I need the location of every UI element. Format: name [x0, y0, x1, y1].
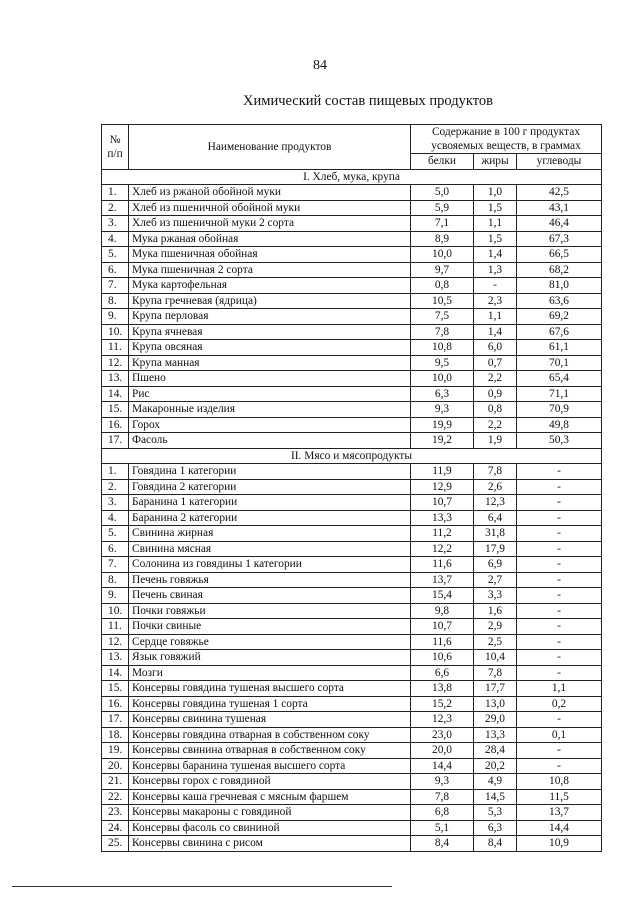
fats-value: 28,4	[474, 743, 517, 759]
proteins-value: 10,5	[411, 293, 474, 309]
fats-value: 7,8	[474, 464, 517, 480]
carbs-value: 0,2	[517, 696, 602, 712]
header-fats: жиры	[474, 154, 517, 170]
fats-value: 6,9	[474, 557, 517, 573]
carbs-value: -	[517, 541, 602, 557]
fats-value: 17,7	[474, 681, 517, 697]
document-title: Химический состав пищевых продуктов	[243, 93, 493, 109]
carbs-value: 10,9	[517, 836, 602, 852]
carbs-value: 63,6	[517, 293, 602, 309]
table-row	[102, 464, 602, 480]
carbs-value: 10,8	[517, 774, 602, 790]
row-number: 3.	[102, 495, 129, 511]
fats-value: 13,0	[474, 696, 517, 712]
proteins-value: 20,0	[411, 743, 474, 759]
table-row	[102, 479, 602, 495]
table-row	[102, 557, 602, 573]
table-row	[102, 619, 602, 635]
table-row	[102, 836, 602, 852]
fats-value: 1,3	[474, 262, 517, 278]
product-name: Печень свиная	[129, 588, 411, 604]
table-row	[102, 324, 602, 340]
proteins-value: 7,8	[411, 789, 474, 805]
row-number: 11.	[102, 619, 129, 635]
carbs-value: 11,5	[517, 789, 602, 805]
table-row	[102, 681, 602, 697]
row-number: 15.	[102, 681, 129, 697]
proteins-value: 13,8	[411, 681, 474, 697]
row-number: 1.	[102, 464, 129, 480]
product-name: Пшено	[129, 371, 411, 387]
product-name: Сердце говяжье	[129, 634, 411, 650]
table-row	[102, 417, 602, 433]
row-number: 5.	[102, 526, 129, 542]
row-number: 22.	[102, 789, 129, 805]
proteins-value: 12,3	[411, 712, 474, 728]
fats-value: 5,3	[474, 805, 517, 821]
table-row	[102, 665, 602, 681]
carbs-value: -	[517, 510, 602, 526]
row-number: 16.	[102, 417, 129, 433]
carbs-value: 42,5	[517, 185, 602, 201]
table-row	[102, 293, 602, 309]
table-row	[102, 650, 602, 666]
proteins-value: 8,4	[411, 836, 474, 852]
row-number: 10.	[102, 324, 129, 340]
proteins-value: 12,2	[411, 541, 474, 557]
fats-value: 3,3	[474, 588, 517, 604]
carbs-value: -	[517, 557, 602, 573]
carbs-value: 46,4	[517, 216, 602, 232]
fats-value: 1,6	[474, 603, 517, 619]
carbs-value: 67,6	[517, 324, 602, 340]
proteins-value: 10,6	[411, 650, 474, 666]
fats-value: 0,8	[474, 402, 517, 418]
proteins-value: 10,7	[411, 619, 474, 635]
fats-value: 31,8	[474, 526, 517, 542]
product-name: Консервы баранина тушеная высшего сорта	[129, 758, 411, 774]
row-number: 2.	[102, 200, 129, 216]
table-header-row	[102, 125, 602, 154]
table-row	[102, 510, 602, 526]
row-number: 3.	[102, 216, 129, 232]
carbs-value: 70,9	[517, 402, 602, 418]
fats-value: 1,1	[474, 216, 517, 232]
header-proteins: белки	[411, 154, 474, 170]
proteins-value: 13,3	[411, 510, 474, 526]
carbs-value: -	[517, 665, 602, 681]
carbs-value: 81,0	[517, 278, 602, 294]
proteins-value: 10,8	[411, 340, 474, 356]
row-number: 12.	[102, 634, 129, 650]
product-name: Мука картофельная	[129, 278, 411, 294]
carbs-value: 13,7	[517, 805, 602, 821]
row-number: 6.	[102, 541, 129, 557]
product-name: Консервы говядина отварная в собственном соку	[129, 727, 411, 743]
table-row	[102, 278, 602, 294]
carbs-value: -	[517, 758, 602, 774]
table-row	[102, 820, 602, 836]
product-name: Свинина мясная	[129, 541, 411, 557]
table-row	[102, 355, 602, 371]
table-row	[102, 262, 602, 278]
table-row	[102, 805, 602, 821]
product-name: Крупа перловая	[129, 309, 411, 325]
fats-value: 1,4	[474, 247, 517, 263]
table-row	[102, 185, 602, 201]
table-row	[102, 789, 602, 805]
row-number: 11.	[102, 340, 129, 356]
carbs-value: 1,1	[517, 681, 602, 697]
table-row	[102, 247, 602, 263]
product-name: Мука пшеничная обойная	[129, 247, 411, 263]
proteins-value: 6,3	[411, 386, 474, 402]
footnote-divider	[12, 886, 392, 887]
fats-value: 2,7	[474, 572, 517, 588]
proteins-value: 9,3	[411, 774, 474, 790]
table-row	[102, 231, 602, 247]
product-name: Рис	[129, 386, 411, 402]
row-number: 15.	[102, 402, 129, 418]
row-number: 24.	[102, 820, 129, 836]
fats-value: -	[474, 278, 517, 294]
fats-value: 29,0	[474, 712, 517, 728]
fats-value: 2,2	[474, 371, 517, 387]
product-name: Мука пшеничная 2 сорта	[129, 262, 411, 278]
food-composition-table	[101, 124, 602, 852]
table-row	[102, 371, 602, 387]
table-row	[102, 526, 602, 542]
fats-value: 0,9	[474, 386, 517, 402]
carbs-value: 43,1	[517, 200, 602, 216]
product-name: Хлеб из пшеничной обойной муки	[129, 200, 411, 216]
carbs-value: -	[517, 650, 602, 666]
product-name: Крупа овсяная	[129, 340, 411, 356]
carbs-value: -	[517, 479, 602, 495]
table-row	[102, 743, 602, 759]
carbs-value: 65,4	[517, 371, 602, 387]
fats-value: 2,2	[474, 417, 517, 433]
product-name: Свинина жирная	[129, 526, 411, 542]
section-title: II. Мясо и мясопродукты	[102, 448, 602, 464]
proteins-value: 12,9	[411, 479, 474, 495]
row-number: 8.	[102, 293, 129, 309]
product-name: Консервы горох с говядиной	[129, 774, 411, 790]
fats-value: 1,9	[474, 433, 517, 449]
table-row	[102, 541, 602, 557]
section-row	[102, 448, 602, 464]
product-name: Горох	[129, 417, 411, 433]
proteins-value: 11,2	[411, 526, 474, 542]
table-row	[102, 402, 602, 418]
proteins-value: 0,8	[411, 278, 474, 294]
carbs-value: -	[517, 619, 602, 635]
fats-value: 2,9	[474, 619, 517, 635]
proteins-value: 9,8	[411, 603, 474, 619]
fats-value: 0,7	[474, 355, 517, 371]
product-name: Консервы говядина тушеная высшего сорта	[129, 681, 411, 697]
row-number: 19.	[102, 743, 129, 759]
header-num: № п/п	[102, 125, 129, 170]
table-row	[102, 216, 602, 232]
proteins-value: 19,2	[411, 433, 474, 449]
carbs-value: -	[517, 526, 602, 542]
row-number: 17.	[102, 712, 129, 728]
product-name: Говядина 2 категории	[129, 479, 411, 495]
product-name: Хлеб из пшеничной муки 2 сорта	[129, 216, 411, 232]
row-number: 18.	[102, 727, 129, 743]
fats-value: 14,5	[474, 789, 517, 805]
table-row	[102, 634, 602, 650]
product-name: Язык говяжий	[129, 650, 411, 666]
proteins-value: 10,0	[411, 371, 474, 387]
carbs-value: 14,4	[517, 820, 602, 836]
section-title: I. Хлеб, мука, крупа	[102, 169, 602, 185]
proteins-value: 7,1	[411, 216, 474, 232]
product-name: Фасоль	[129, 433, 411, 449]
fats-value: 10,4	[474, 650, 517, 666]
fats-value: 8,4	[474, 836, 517, 852]
row-number: 9.	[102, 588, 129, 604]
carbs-value: -	[517, 603, 602, 619]
proteins-value: 19,9	[411, 417, 474, 433]
fats-value: 13,3	[474, 727, 517, 743]
proteins-value: 6,8	[411, 805, 474, 821]
proteins-value: 8,9	[411, 231, 474, 247]
fats-value: 1,5	[474, 200, 517, 216]
proteins-value: 15,4	[411, 588, 474, 604]
row-number: 21.	[102, 774, 129, 790]
proteins-value: 11,6	[411, 557, 474, 573]
page-number: 84	[313, 58, 327, 73]
table-row	[102, 588, 602, 604]
proteins-value: 5,1	[411, 820, 474, 836]
row-number: 9.	[102, 309, 129, 325]
row-number: 10.	[102, 603, 129, 619]
row-number: 20.	[102, 758, 129, 774]
fats-value: 20,2	[474, 758, 517, 774]
product-name: Мозги	[129, 665, 411, 681]
fats-value: 7,8	[474, 665, 517, 681]
product-name: Консервы говядина тушеная 1 сорта	[129, 696, 411, 712]
proteins-value: 13,7	[411, 572, 474, 588]
fats-value: 1,1	[474, 309, 517, 325]
row-number: 12.	[102, 355, 129, 371]
fats-value: 1,0	[474, 185, 517, 201]
proteins-value: 5,0	[411, 185, 474, 201]
proteins-value: 14,4	[411, 758, 474, 774]
table-row	[102, 200, 602, 216]
table-row	[102, 433, 602, 449]
product-name: Макаронные изделия	[129, 402, 411, 418]
table-row	[102, 712, 602, 728]
product-name: Крупа манная	[129, 355, 411, 371]
row-number: 4.	[102, 231, 129, 247]
carbs-value: -	[517, 743, 602, 759]
table-row	[102, 696, 602, 712]
fats-value: 12,3	[474, 495, 517, 511]
carbs-value: -	[517, 495, 602, 511]
proteins-value: 7,5	[411, 309, 474, 325]
proteins-value: 9,7	[411, 262, 474, 278]
row-number: 8.	[102, 572, 129, 588]
product-name: Крупа ячневая	[129, 324, 411, 340]
table-row	[102, 495, 602, 511]
header-name: Наименование продуктов	[129, 125, 411, 170]
product-name: Почки говяжьи	[129, 603, 411, 619]
product-name: Консервы макароны с говядиной	[129, 805, 411, 821]
row-number: 14.	[102, 665, 129, 681]
header-content: Содержание в 100 г продуктах усвояемых веществ, в граммах	[411, 125, 602, 154]
row-number: 25.	[102, 836, 129, 852]
carbs-value: 71,1	[517, 386, 602, 402]
row-number: 4.	[102, 510, 129, 526]
product-name: Мука ржаная обойная	[129, 231, 411, 247]
carbs-value: 67,3	[517, 231, 602, 247]
carbs-value: 69,2	[517, 309, 602, 325]
proteins-value: 9,3	[411, 402, 474, 418]
carbs-value: 70,1	[517, 355, 602, 371]
proteins-value: 6,6	[411, 665, 474, 681]
row-number: 5.	[102, 247, 129, 263]
table-row	[102, 386, 602, 402]
table-row	[102, 309, 602, 325]
proteins-value: 10,0	[411, 247, 474, 263]
proteins-value: 15,2	[411, 696, 474, 712]
fats-value: 2,3	[474, 293, 517, 309]
section-row	[102, 169, 602, 185]
carbs-value: -	[517, 634, 602, 650]
product-name: Хлеб из ржаной обойной муки	[129, 185, 411, 201]
table-row	[102, 758, 602, 774]
row-number: 7.	[102, 278, 129, 294]
row-number: 1.	[102, 185, 129, 201]
table-row	[102, 603, 602, 619]
product-name: Консервы свинина тушеная	[129, 712, 411, 728]
product-name: Печень говяжья	[129, 572, 411, 588]
fats-value: 1,4	[474, 324, 517, 340]
carbs-value: 0,1	[517, 727, 602, 743]
product-name: Консервы каша гречневая с мясным фаршем	[129, 789, 411, 805]
row-number: 14.	[102, 386, 129, 402]
carbs-value: -	[517, 572, 602, 588]
product-name: Консервы фасоль со свининой	[129, 820, 411, 836]
proteins-value: 10,7	[411, 495, 474, 511]
fats-value: 6,3	[474, 820, 517, 836]
table-row	[102, 774, 602, 790]
carbs-value: 49,8	[517, 417, 602, 433]
table-row	[102, 572, 602, 588]
product-name: Говядина 1 категории	[129, 464, 411, 480]
proteins-value: 23,0	[411, 727, 474, 743]
carbs-value: -	[517, 588, 602, 604]
carbs-value: -	[517, 464, 602, 480]
product-name: Баранина 2 категории	[129, 510, 411, 526]
header-carbs: углеводы	[517, 154, 602, 170]
proteins-value: 7,8	[411, 324, 474, 340]
fats-value: 1,5	[474, 231, 517, 247]
row-number: 23.	[102, 805, 129, 821]
product-name: Консервы свинина отварная в собственном соку	[129, 743, 411, 759]
table-row	[102, 340, 602, 356]
proteins-value: 11,6	[411, 634, 474, 650]
fats-value: 17,9	[474, 541, 517, 557]
proteins-value: 5,9	[411, 200, 474, 216]
carbs-value: 68,2	[517, 262, 602, 278]
product-name: Баранина 1 категории	[129, 495, 411, 511]
row-number: 17.	[102, 433, 129, 449]
product-name: Крупа гречневая (ядрица)	[129, 293, 411, 309]
row-number: 16.	[102, 696, 129, 712]
product-name: Почки свиные	[129, 619, 411, 635]
product-name: Солонина из говядины 1 категории	[129, 557, 411, 573]
carbs-value: 66,5	[517, 247, 602, 263]
proteins-value: 11,9	[411, 464, 474, 480]
row-number: 13.	[102, 371, 129, 387]
product-name: Консервы свинина с рисом	[129, 836, 411, 852]
row-number: 13.	[102, 650, 129, 666]
fats-value: 6,4	[474, 510, 517, 526]
fats-value: 2,6	[474, 479, 517, 495]
table-row	[102, 727, 602, 743]
fats-value: 2,5	[474, 634, 517, 650]
row-number: 6.	[102, 262, 129, 278]
fats-value: 6,0	[474, 340, 517, 356]
fats-value: 4,9	[474, 774, 517, 790]
row-number: 7.	[102, 557, 129, 573]
carbs-value: 50,3	[517, 433, 602, 449]
row-number: 2.	[102, 479, 129, 495]
proteins-value: 9,5	[411, 355, 474, 371]
carbs-value: -	[517, 712, 602, 728]
carbs-value: 61,1	[517, 340, 602, 356]
